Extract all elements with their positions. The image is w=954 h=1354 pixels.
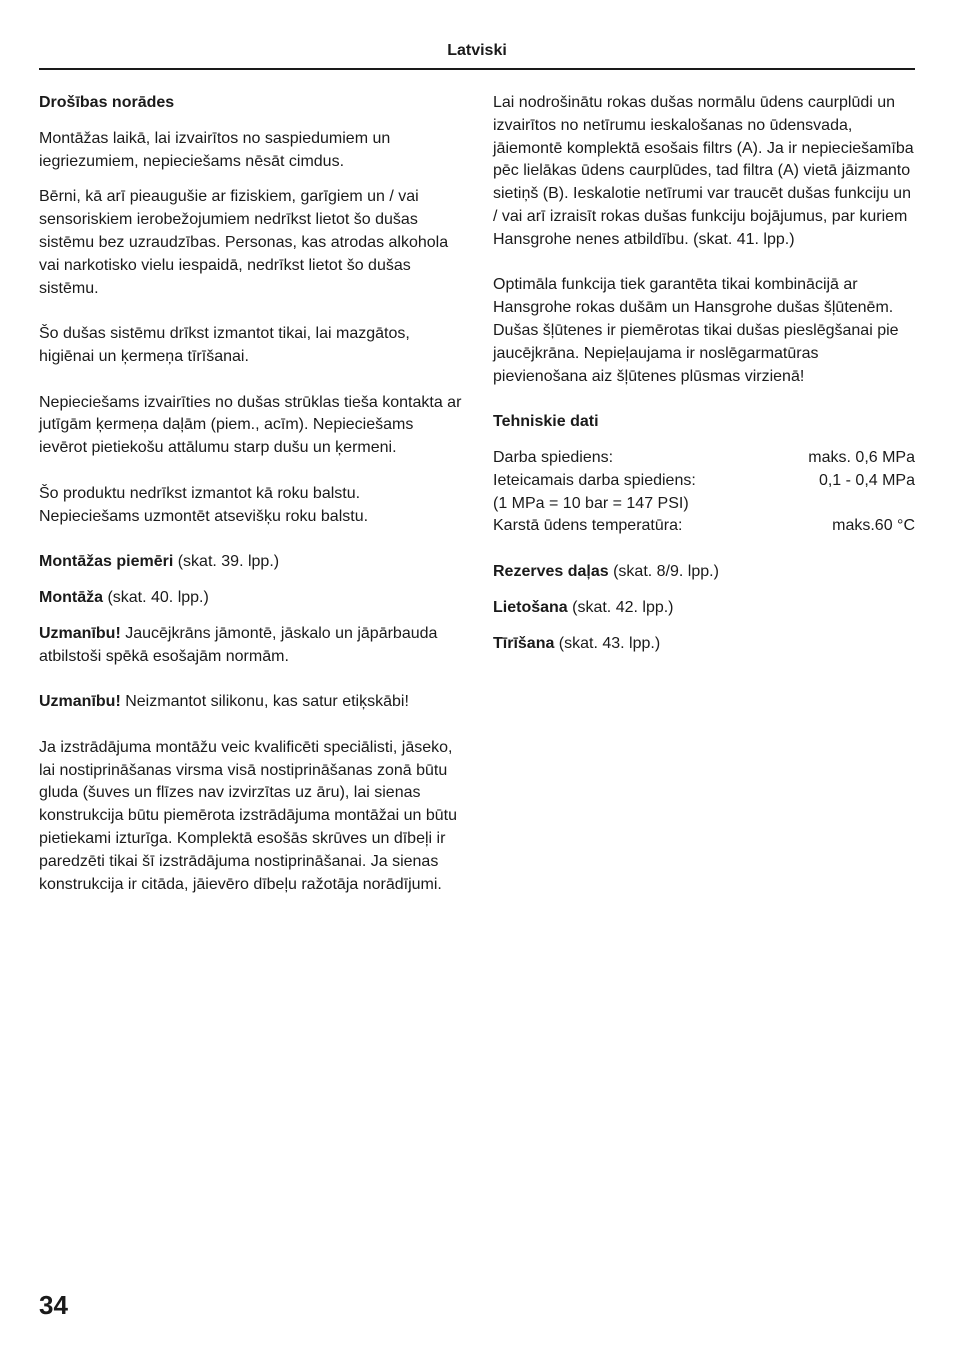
cleaning-label: Tīrīšana — [493, 634, 555, 652]
right-column — [493, 92, 915, 668]
assembly-page: (skat. 40. lpp.) — [103, 588, 209, 606]
filter-paragraph: Lai nodrošinātu rokas dušas normālu ūdens caurplūdi un izvairītos no netīrumu ieskalošanas no ūdensvada, jāiemontē komplektā esošais filtrs (A). Ja ir nepieciešamība pēc lielākas ūdens caurplūdes, tad filtra (A) vietā jāizmanto sietiņš (B). Ieskalotie netīrumi var traucēt dušas funkciju un / vai arī izraisīt rokas dušas funkciju bojājumus, par kuriem Hansgrohe nenes atbildību. (skat. 41. lpp.) — [493, 94, 914, 248]
safety-paragraph: Bērni, kā arī pieaugušie ar fiziskiem, garīgiem un / vai sensoriskiem ierobežojumiem nedrīkst lietot šo dušas sistēmu bez uzraudzības. Personas, kas atrodas alkohola vai narkotisko vielu iespaidā, nedrīkst lietot šo dušas sistēmu. — [39, 188, 449, 297]
assembly-examples-ref — [39, 551, 464, 574]
safety-paragraph: Šo produktu nedrīkst izmantot kā roku balstu. Nepieciešams uzmontēt atsevišķu roku balstu. — [39, 484, 369, 525]
attention-note — [39, 623, 464, 669]
attention-text: Neizmantot silikonu, kas satur etiķskābi! — [120, 693, 409, 711]
attention-label: Uzmanību! — [39, 693, 121, 711]
safety-title: Drošības norādes — [39, 94, 175, 111]
assembly-examples-page: (skat. 39. lpp.) — [173, 553, 280, 571]
usage-page: (skat. 42. lpp.) — [567, 598, 674, 616]
spec-value: maks.60 °C — [832, 517, 915, 535]
spare-parts-label: Rezerves daļas — [493, 562, 609, 580]
function-paragraph: Optimāla funkcija tiek garantēta tikai kombinācijā ar Hansgrohe rokas dušām un Hansgrohe dušas šļūtenēm. Dušas šļūtenes ir piemērotas tikai dušas pieslēgšanai pie jaucējkrāna. Nepieļaujama ir noslēgarmatūras pievienošana aiz šļūtenes plūsmas virzienā! — [493, 276, 899, 385]
spare-parts-ref — [493, 561, 915, 584]
page-number: 34 — [39, 1290, 68, 1320]
spec-row — [493, 470, 915, 493]
page-header — [39, 40, 915, 70]
usage-ref — [493, 597, 915, 620]
tech-data-title: Tehniskie dati — [493, 413, 599, 431]
usage-label: Lietošana — [493, 598, 568, 616]
spec-label: Darba spiediens: — [493, 448, 614, 466]
spec-label: Ieteicamais darba spiediens: — [493, 471, 696, 489]
safety-paragraph: Šo dušas sistēmu drīkst izmantot tikai, lai mazgātos, higiēnai un ķermeņa tīrīšanai. — [39, 325, 410, 365]
spare-parts-page: (skat. 8/9. lpp.) — [608, 562, 719, 580]
tech-specs — [493, 447, 915, 538]
attention-note — [39, 691, 464, 714]
spec-label: Karstā ūdens temperatūra: — [493, 517, 683, 535]
spec-row — [493, 447, 915, 470]
attention-text: Jaucējkrāns jāmontē, jāskalo un jāpārbauda atbilstoši spēkā esošajām normām. — [39, 624, 438, 665]
cleaning-ref — [493, 633, 915, 656]
spec-row — [493, 515, 915, 538]
assembly-label: Montāža — [39, 588, 103, 606]
installation-paragraph: Ja izstrādājuma montāžu veic kvalificēti speciālisti, jāseko, lai nostiprināšanas virsma visā nostiprināšanas zonā būtu gluda (šuves un flīzes nav izvirzītas uz āru), lai sienas konstrukcija būtu piemērota izstrādājuma montāžai un būtu pietiekami izturīga. Komplektā esošās skrūves un dībeļi ir paredzēti tikai šī izstrādājuma nostiprināšanai. Ja sienas konstrukcija ir citāda, jāievēro dībeļu ražotāja norādījumi. — [39, 738, 457, 893]
spec-value: maks. 0,6 MPa — [808, 448, 915, 466]
spec-value: 0,1 - 0,4 MPa — [818, 471, 915, 489]
attention-label: Uzmanību! — [39, 624, 121, 642]
left-column — [39, 92, 464, 919]
language-label: Latviski — [447, 42, 507, 59]
assembly-ref — [39, 587, 464, 610]
safety-paragraph: Montāžas laikā, lai izvairītos no saspiedumiem un iegriezumiem, nepieciešams nēsāt cimdus. — [39, 129, 391, 170]
safety-paragraph: Nepieciešams izvairīties no dušas strūklas tieša kontakta ar jutīgām ķermeņa daļām (piem., acīm). Nepieciešams ievērot pietiekošu attālumu starp dušu un ķermeni. — [39, 393, 462, 457]
spec-row — [493, 493, 915, 516]
cleaning-page: (skat. 43. lpp.) — [554, 634, 661, 652]
spec-label: (1 MPa = 10 bar = 147 PSI) — [493, 494, 689, 512]
assembly-examples-label: Montāžas piemēri — [39, 553, 174, 571]
